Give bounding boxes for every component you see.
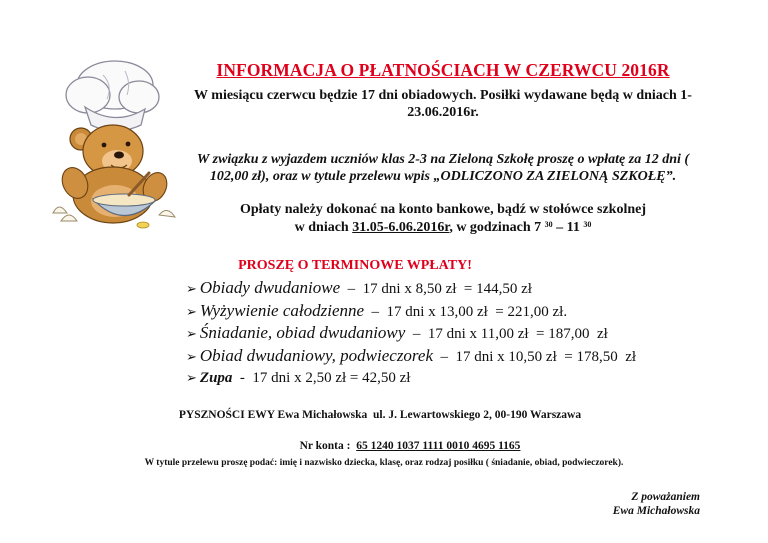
closing-salutation: Z poważaniem — [631, 491, 700, 503]
list-item — [186, 345, 746, 368]
chef-bear-illustration — [33, 55, 188, 230]
trip-notice-paragraph: W związku z wyjazdem uczniów klas 2-3 na Zieloną Szkołę proszę o wpłatę za 12 dni ( 102,00 zł), oraz w tytule przelewu wpis „ODLICZONO ZA ZIELONĄ SZKOŁĘ”. — [196, 152, 690, 184]
list-item — [186, 367, 746, 390]
payment-instructions — [183, 201, 703, 237]
meal-separator: – — [405, 326, 428, 342]
payment-reminder: PROSZĘ O TERMINOWE WPŁATY! — [238, 258, 472, 273]
meal-name: Śniadanie, obiad dwudaniowy — [199, 323, 406, 342]
transfer-title-note: W tytule przelewu proszę podać: imię i nazwisko dziecka, klasę, oraz rodzaj posiłku ( śniadanie, obiad, podwieczorek). — [144, 458, 624, 468]
meal-separator: – — [364, 303, 387, 320]
list-item — [186, 277, 746, 300]
meal-price: 17 dni x 10,50 zł = 178,50 zł — [455, 348, 637, 365]
meal-name: Zupa — [199, 370, 233, 386]
payment-line-2 — [183, 219, 703, 237]
signature-block — [560, 490, 700, 518]
meal-price: 17 dni x 11,00 zł = 187,00 zł — [427, 326, 608, 342]
meal-price: 17 dni x 13,00 zł = 221,00 zł. — [386, 303, 568, 320]
page-title: INFORMACJA O PŁATNOŚCIACH W CZERWCU 2016R — [216, 60, 670, 80]
signature-name: Ewa Michałowska — [612, 505, 700, 517]
meal-name: Obiad dwudaniowy, podwieczorek — [199, 345, 434, 365]
payment-dates: 31.05-6.06.2016r — [352, 220, 450, 235]
chef-hat — [66, 61, 159, 131]
meal-name: Obiady dwudaniowe — [199, 278, 341, 297]
list-item — [186, 300, 746, 323]
arrow-bullet-icon: ➢ — [186, 304, 197, 320]
arrow-bullet-icon: ➢ — [186, 371, 197, 386]
arrow-bullet-icon: ➢ — [186, 282, 197, 297]
meal-separator: – — [433, 348, 456, 365]
payment-line-1: Opłaty należy dokonać na konto bankowe, bądź w stołówce szkolnej — [239, 202, 647, 217]
company-address: PYSZNOŚCI EWY Ewa Michałowska ul. J. Lewartowskiego 2, 00-190 Warszawa — [178, 409, 582, 421]
account-number: 65 1240 1037 1111 0010 4695 1165 — [356, 440, 521, 452]
payment-dates-prefix: w dniach — [294, 220, 353, 235]
meal-separator: - — [232, 370, 253, 386]
intro-paragraph: W miesiącu czerwcu będzie 17 dni obiadowych. Posiłki wydawane będą w dniach 1-23.06.2016r. — [194, 88, 692, 120]
account-label: Nr konta : — [299, 440, 357, 452]
meal-name: Wyżywienie całodzienne — [199, 300, 365, 320]
list-item — [186, 322, 746, 345]
meal-price: 17 dni x 2,50 zł = 42,50 zł — [252, 370, 411, 386]
meal-separator: – — [340, 281, 363, 297]
payment-hours-prefix: , w godzinach 7 — [449, 220, 545, 235]
meal-price-list — [186, 277, 746, 390]
arrow-bullet-icon: ➢ — [186, 327, 197, 342]
arrow-bullet-icon: ➢ — [186, 349, 197, 365]
hours-end-minutes: 30 — [583, 220, 592, 229]
meal-price: 17 dni x 8,50 zł = 144,50 zł — [362, 281, 532, 297]
hours-start-minutes: 30 — [544, 220, 553, 229]
hours-dash: – 11 — [552, 220, 584, 235]
bank-account — [160, 440, 660, 452]
